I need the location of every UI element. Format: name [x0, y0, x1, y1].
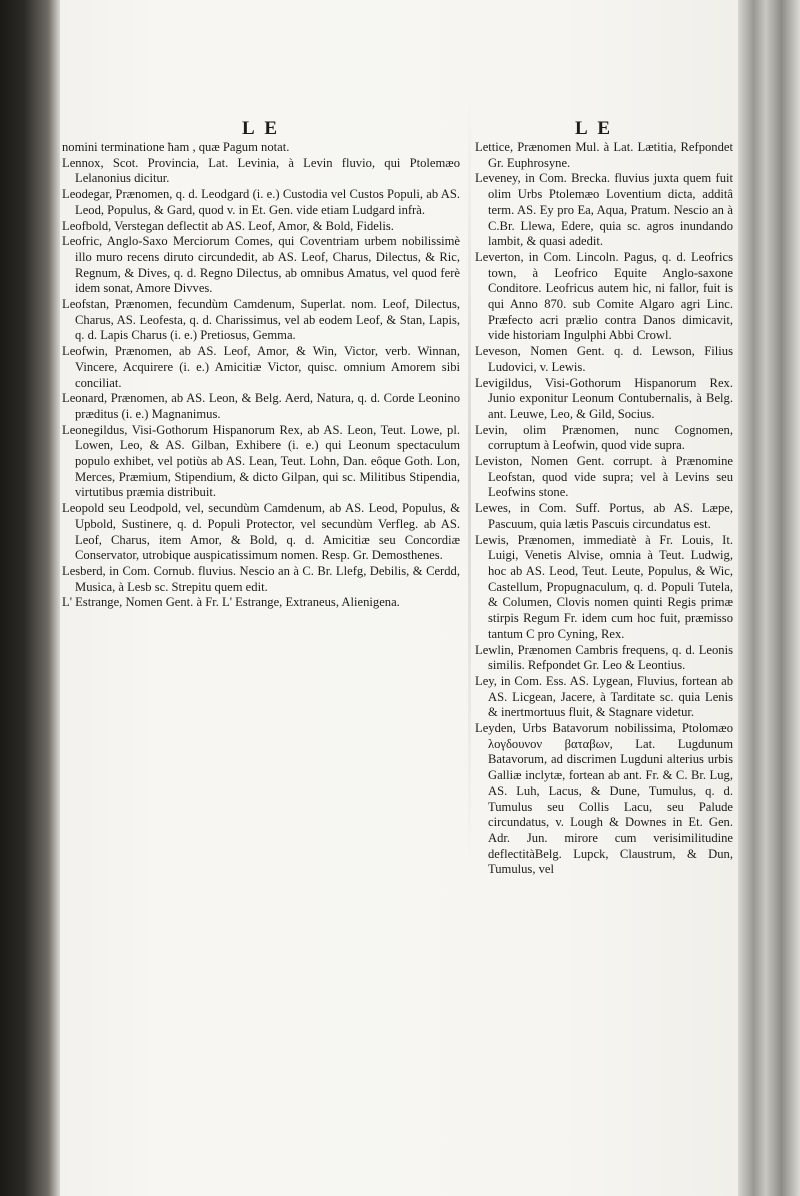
entry: Levigildus, Visi-Gothorum Hispanorum Rex. Junio exponitur Leonum Contubernalis, à Belg. ant. Leuwe, Leo, & Gild, Socius.	[475, 375, 733, 421]
entry: Leodegar, Prænomen, q. d. Leodgard (i. e.) Custodia vel Custos Populi, ab AS. Leod, Populus, & Gard, quod v. in Et. Gen. vide etiam Ludgard infrà.	[62, 187, 460, 217]
entry: Lettice, Prænomen Mul. à Lat. Lætitia, Refpondet Gr. Euphrosyne.	[475, 140, 733, 170]
right-column	[475, 140, 733, 878]
entry: Levin, olim Prænomen, nunc Cognomen, corruptum à Leofwin, quod vide supra.	[475, 422, 733, 453]
entry: Leviston, Nomen Gent. corrupt. à Prænomine Leofstan, quod vide supra; vel à Levins seu Leofwins stone.	[475, 454, 733, 500]
entry: Leonard, Prænomen, ab AS. Leon, & Belg. Aerd, Natura, q. d. Corde Leonino præditus (i. e.) Magnanimus.	[62, 391, 460, 421]
entry: Ley, in Com. Ess. AS. Lygean, Fluvius, fortean ab AS. Licgean, Jacere, à Tarditate sc. quia Lenis & inertmortuus fluit, & Stagnare videtur.	[475, 673, 733, 720]
column-gutter	[468, 90, 471, 870]
running-head-left: L E	[242, 118, 281, 139]
entry: Leofstan, Prænomen, fecundùm Camdenum, Superlat. nom. Leof, Dilectus, Charus, AS. Leofesta, q. d. Charissimus, vel ab eodem Leof, & Stan, Lapis, q. d. Lapis Charus (i. e.) Pretiosus, Gemma.	[62, 297, 460, 343]
entry: Leverton, in Com. Lincoln. Pagus, q. d. Leofrics town, à Leofrico Equite Anglo-saxone Conditore. Leofricus autem hic, ni fallor, fuit is qui Anno 870. sub Comite Algaro agri Linc. Præfecto acri prælio contra Danos dimicavit, vide historiam Ingulphi Abbi Crowl.	[475, 249, 733, 343]
running-head-right: L E	[575, 118, 614, 139]
entry: Lesberd, in Com. Cornub. fluvius. Nescio an à C. Br. Llefg, Debilis, & Cerdd, Musica, à Lesb sc. Strepitu quem edit.	[62, 563, 460, 594]
entry: Leveson, Nomen Gent. q. d. Lewson, Filius Ludovici, v. Lewis.	[475, 344, 733, 374]
entry: Lewes, in Com. Suff. Portus, ab AS. Læpe, Pascuum, quia lætis Pascuis circundatus est.	[475, 501, 733, 531]
entry: nomini terminatione ħam , quæ Pagum notat.	[62, 140, 290, 154]
entry: Lewis, Prænomen, immediatè à Fr. Louis, It. Luigi, Venetis Alvise, omnia à Teut. Ludwig, hoc ab AS. Leod, Teut. Leute, Populus, & Wic, Castellum, Propugnaculum, q. d. Populi Tutela, & Columen, Clovis nomen quinti Regis primæ stirpis Regum Fr. idem cum hoc fuit, præmisso tantum C pro Cyning, Rex.	[475, 532, 733, 641]
entry: Leofbold, Verstegan deflectit ab AS. Leof, Amor, & Bold, Fidelis.	[62, 218, 394, 233]
entry: Leopold seu Leodpold, vel, secundùm Camdenum, ab AS. Leod, Populus, & Upbold, Sustinere, q. d. Populi Protector, vel secundùm Verfleg. ab AS. Leof, Charus, item Amor, & Bold, q. d. Amicitiæ seu Concordiæ Conservator, utrobique auspicatissimum nomen. Resp. Gr. Demosthenes.	[62, 501, 460, 563]
entry: Leonegildus, Visi-Gothorum Hispanorum Rex, ab AS. Leon, Teut. Lowe, pl. Lowen, Leo, & AS. Gilban, Exhibere (i. e.) qui Leonum spectaculum populo exhibet, vel potiùs ab AS. Lean, Teut. Lohn, Dan. eôque Goth. Lon, Merces, Præmium, Stipendium, & dicto Gilpan, qui sc. Militibus Stipendia, virtutibus præmia distribuit.	[62, 422, 460, 500]
entry: Lewlin, Prænomen Cambris frequens, q. d. Leonis similis. Refpondet Gr. Leo & Leontius.	[475, 642, 733, 673]
left-column	[62, 140, 460, 611]
entry: Leyden, Urbs Batavorum nobilissima, Ptolomæo λογδουνον βαταβων, Lat. Lugdunum Batavorum, ad discrimen Lugduni alterius urbis Galliæ inclytæ, fortean ab ant. Fr. & C. Br. Lug, AS. Luh, Lacus, & Dune, Tumulus, q. d. Tumulus seu Collis Lacu, seu Palude circundatus, v. Lough & Downes in Et. Gen. Adr. Jun. mirore cum verisimilitudine deflectitàBelg. Lupck, Claustrum, & Dun, Tumulus, vel	[475, 721, 733, 877]
next-page-edge	[738, 0, 800, 1196]
entry: Leveney, in Com. Brecka. fluvius juxta quem fuit olim Urbs Ptolemæo Loventium dicta, additâ term. AS. Ey pro Ea, Aqua, Pratum. Nescio an à C.Br. Llewa, Edere, quia sc. agros inundando lambit, & quasi adedit.	[475, 171, 733, 249]
entry: L' Estrange, Nomen Gent. à Fr. L' Estrange, Extraneus, Alienigena.	[62, 595, 400, 610]
entry: Leofwin, Prænomen, ab AS. Leof, Amor, & Win, Victor, verb. Winnan, Vincere, Acquirere (i. e.) Amicitiæ Victor, quisc. omnium Amorem sibi conciliat.	[62, 344, 460, 390]
entry: Leofric, Anglo-Saxo Merciorum Comes, qui Coventriam urbem nobilissimè illo muro recens diruto circundedit, ab AS. Leof, Charus, Dilectus, & Ric, Regnum, & Dives, q. d. Regno Dilectus, ab omnibus Amatus, vel quod ferè idem sonat, Amore Divves.	[62, 234, 460, 296]
facing-page-edge	[0, 0, 60, 1196]
entry: Lennox, Scot. Provincia, Lat. Levinia, à Levin fluvio, qui Ptolemæo Lelanonius dicitur.	[62, 155, 460, 186]
